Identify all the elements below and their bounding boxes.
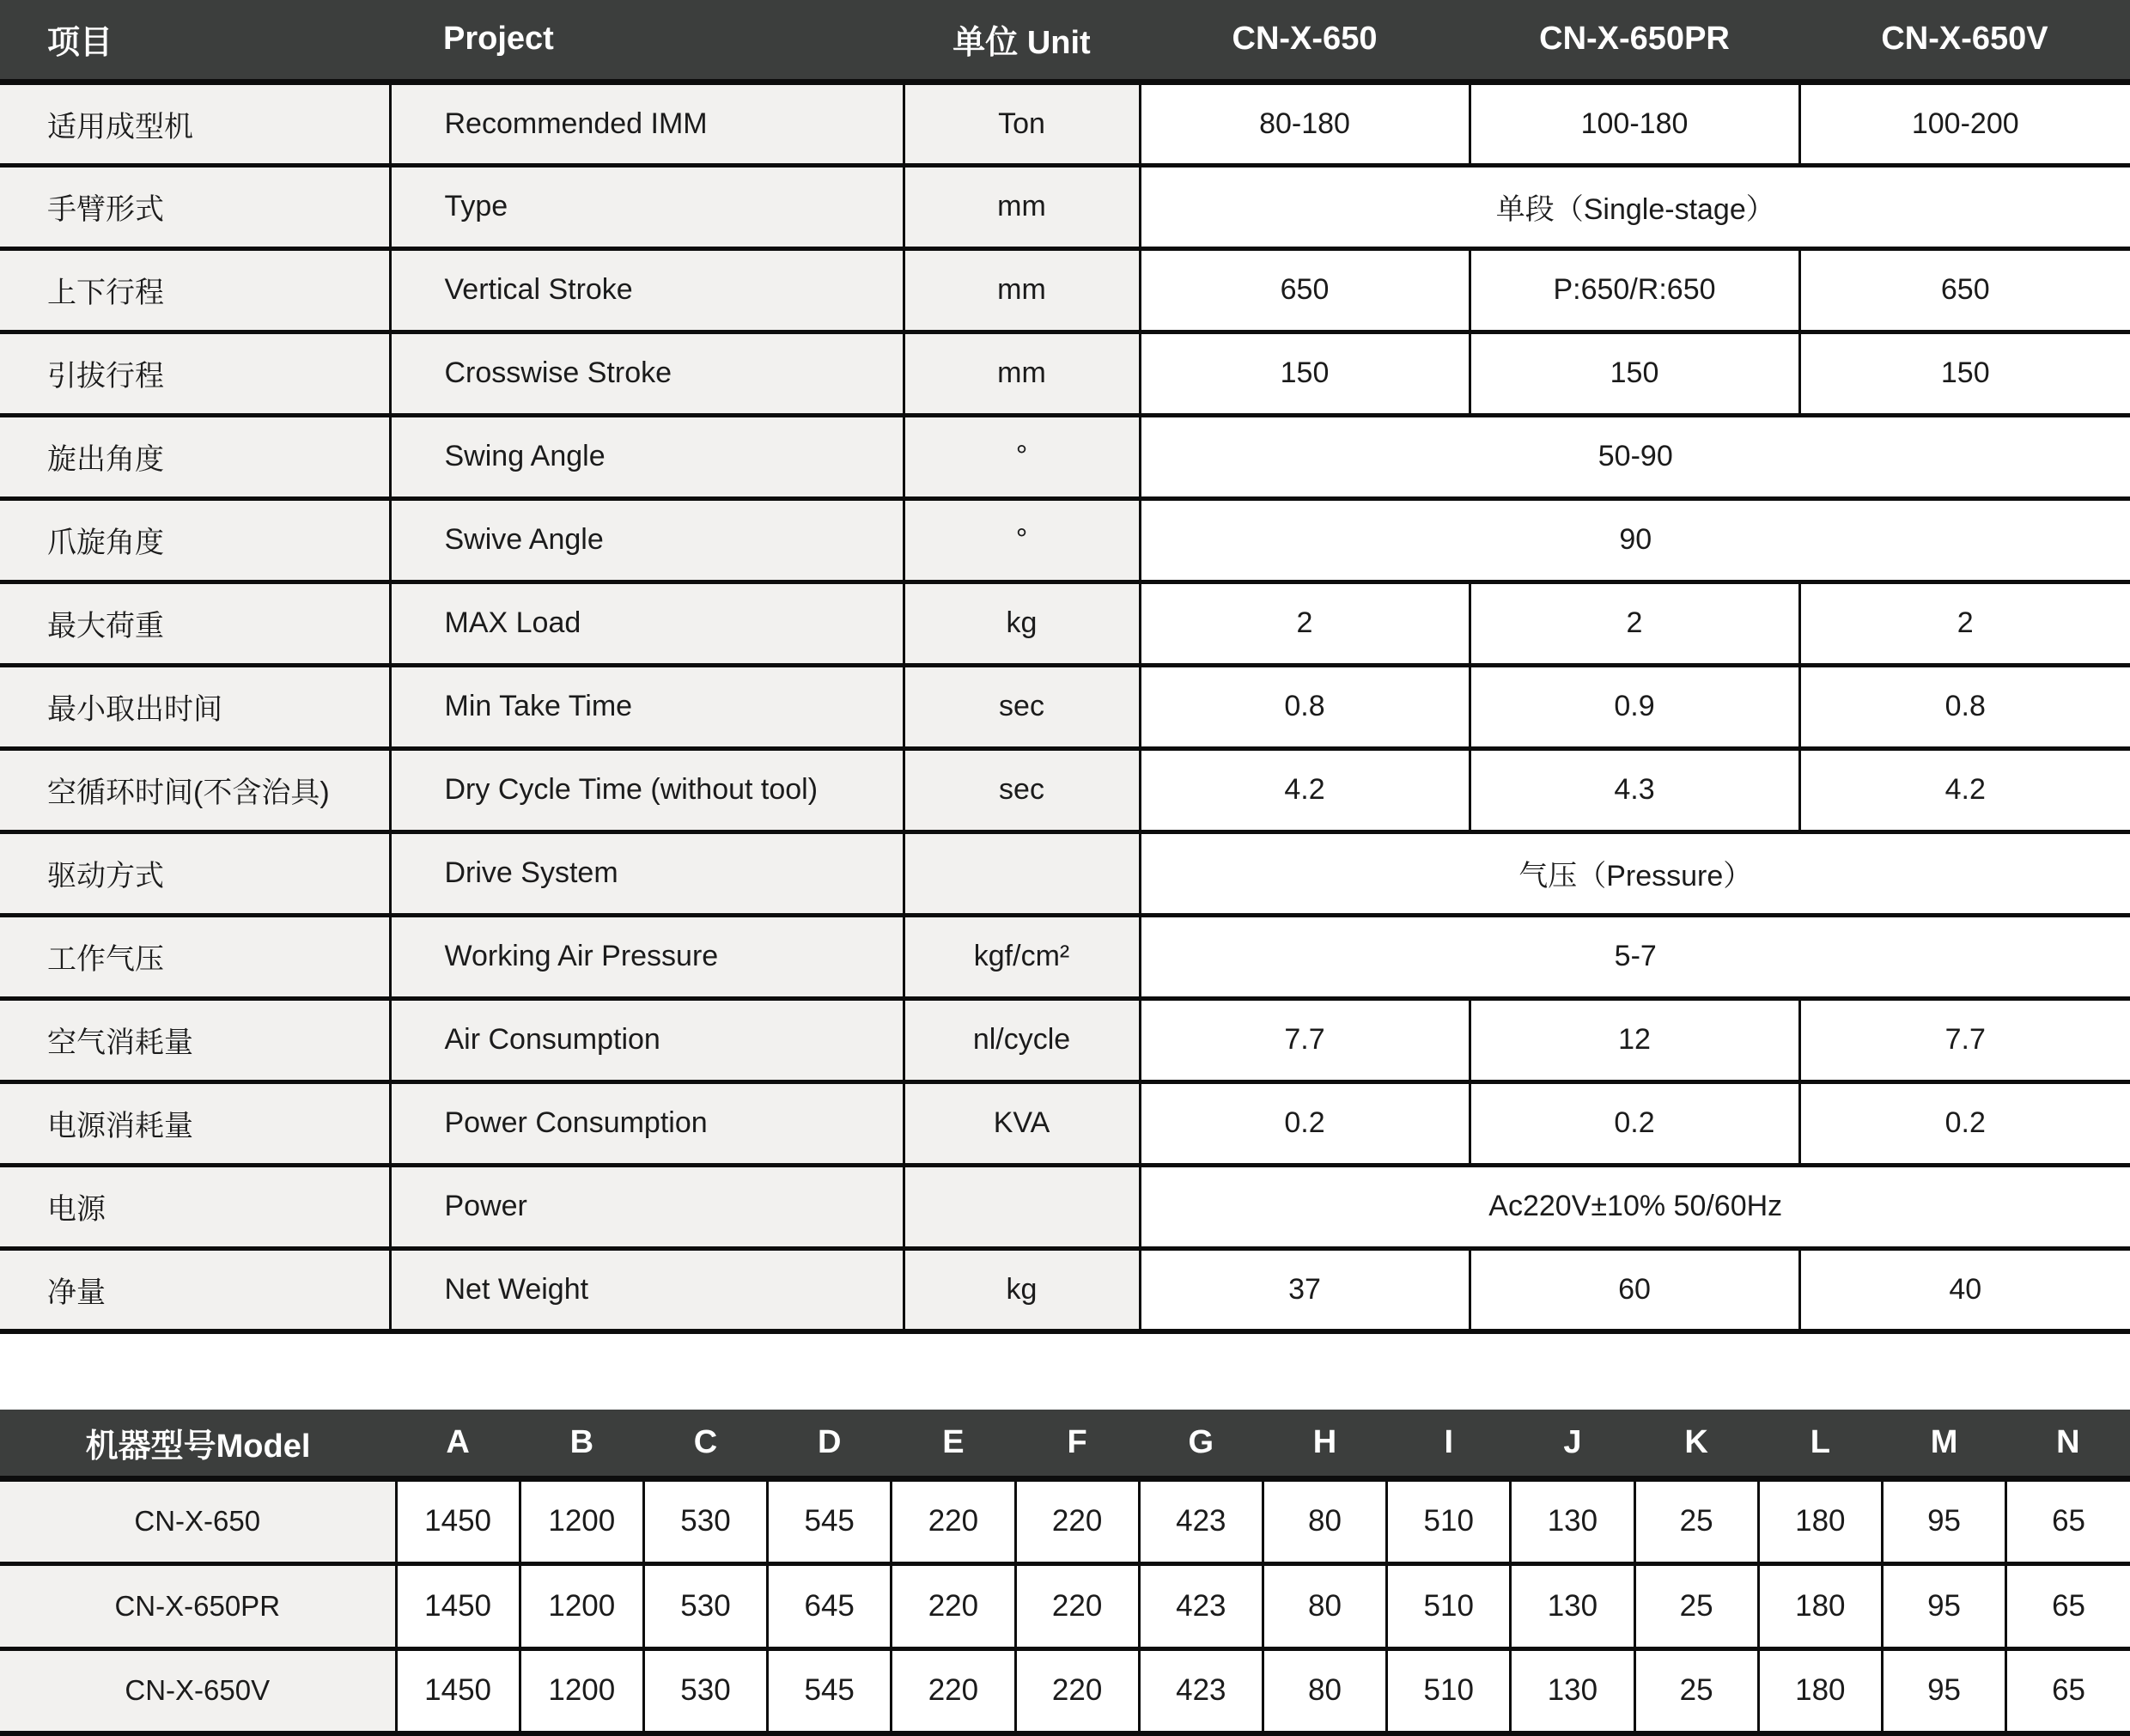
dim-header-letter-h: H	[1263, 1410, 1386, 1478]
dim-value: 220	[1015, 1478, 1139, 1563]
spec-cn-label: 最小取出时间	[0, 665, 390, 748]
dim-header-letter-l: L	[1758, 1410, 1882, 1478]
spec-cn-label: 电源	[0, 1165, 390, 1248]
dim-value: 530	[643, 1563, 767, 1648]
spec-header-row	[0, 0, 2130, 82]
dim-value: 220	[892, 1648, 1015, 1733]
spec-row-dry-cycle-time	[0, 748, 2130, 831]
dim-value: 510	[1387, 1648, 1511, 1733]
spec-row-swing-angle	[0, 415, 2130, 498]
spec-header-cn: 项目	[0, 0, 390, 82]
spec-value: 4.3	[1470, 748, 1799, 831]
spec-value: 0.8	[1140, 665, 1470, 748]
dim-value: 1200	[520, 1648, 643, 1733]
spec-row-min-take-time	[0, 665, 2130, 748]
spec-value: 150	[1799, 332, 2130, 415]
spec-value: 150	[1140, 332, 1470, 415]
dim-value: 80	[1263, 1648, 1386, 1733]
spec-cn-label: 净量	[0, 1248, 390, 1331]
dim-value: 530	[643, 1648, 767, 1733]
dim-value: 1450	[396, 1563, 520, 1648]
spec-value: 2	[1140, 582, 1470, 665]
dim-header-letter-d: D	[768, 1410, 892, 1478]
dim-value: 25	[1634, 1478, 1758, 1563]
spec-value: 150	[1470, 332, 1799, 415]
dim-header-model: 机器型号Model	[0, 1410, 396, 1478]
dim-value: 80	[1263, 1478, 1386, 1563]
spec-header-unit: 单位 Unit	[904, 0, 1140, 82]
dim-value: 80	[1263, 1563, 1386, 1648]
spec-merged-value: 单段（Single-stage）	[1140, 165, 2130, 248]
dim-value: 423	[1139, 1563, 1263, 1648]
spec-en-label: Power	[390, 1165, 904, 1248]
spec-en-label: Recommended IMM	[390, 82, 904, 165]
dim-header-row	[0, 1410, 2130, 1478]
spec-value: 37	[1140, 1248, 1470, 1331]
dim-header-letter-c: C	[643, 1410, 767, 1478]
spec-value: 650	[1799, 248, 2130, 332]
dim-value: 1450	[396, 1478, 520, 1563]
spec-en-label: Min Take Time	[390, 665, 904, 748]
dim-value: 25	[1634, 1563, 1758, 1648]
spec-value: 650	[1140, 248, 1470, 332]
dim-value: 180	[1758, 1478, 1882, 1563]
dim-value: 65	[2006, 1563, 2130, 1648]
dim-value: 1450	[396, 1648, 520, 1733]
spec-row-air-consumption	[0, 998, 2130, 1081]
spec-value: 2	[1470, 582, 1799, 665]
dim-value: 180	[1758, 1648, 1882, 1733]
spec-value: 0.8	[1799, 665, 2130, 748]
spec-unit: sec	[904, 748, 1140, 831]
dim-value: 645	[768, 1563, 892, 1648]
dim-row-cn-x-650pr	[0, 1563, 2130, 1648]
dim-value: 130	[1511, 1648, 1634, 1733]
spec-en-label: Crosswise Stroke	[390, 332, 904, 415]
spec-merged-value: Ac220V±10% 50/60Hz	[1140, 1165, 2130, 1248]
spec-value: 100-200	[1799, 82, 2130, 165]
dim-value: 65	[2006, 1478, 2130, 1563]
spec-row-recommended-imm	[0, 82, 2130, 165]
spec-cn-label: 旋出角度	[0, 415, 390, 498]
spec-cn-label: 电源消耗量	[0, 1081, 390, 1165]
spec-value: 12	[1470, 998, 1799, 1081]
spec-value: 60	[1470, 1248, 1799, 1331]
spec-en-label: Net Weight	[390, 1248, 904, 1331]
spec-value: 4.2	[1140, 748, 1470, 831]
spec-value: 7.7	[1140, 998, 1470, 1081]
dim-header-letter-j: J	[1511, 1410, 1634, 1478]
spec-value: 80-180	[1140, 82, 1470, 165]
spec-cn-label: 空循环时间(不含治具)	[0, 748, 390, 831]
dim-header-letter-f: F	[1015, 1410, 1139, 1478]
spec-en-label: Dry Cycle Time (without tool)	[390, 748, 904, 831]
spec-value: 0.2	[1799, 1081, 2130, 1165]
dim-value: 180	[1758, 1563, 1882, 1648]
spec-unit	[904, 1165, 1140, 1248]
dim-value: 1200	[520, 1563, 643, 1648]
dim-value: 130	[1511, 1478, 1634, 1563]
dim-value: 423	[1139, 1478, 1263, 1563]
dim-value: 545	[768, 1648, 892, 1733]
spec-unit: kgf/cm²	[904, 915, 1140, 998]
dim-value: 65	[2006, 1648, 2130, 1733]
spec-cn-label: 上下行程	[0, 248, 390, 332]
dim-header-letter-e: E	[892, 1410, 1015, 1478]
dim-value: 95	[1882, 1563, 2005, 1648]
spec-cn-label: 手臂形式	[0, 165, 390, 248]
spec-en-label: Vertical Stroke	[390, 248, 904, 332]
spec-cn-label: 驱动方式	[0, 831, 390, 915]
spec-value: 4.2	[1799, 748, 2130, 831]
spec-unit: KVA	[904, 1081, 1140, 1165]
dim-value: 220	[892, 1563, 1015, 1648]
dim-header-letter-m: M	[1882, 1410, 2005, 1478]
spec-unit: kg	[904, 1248, 1140, 1331]
dim-model: CN-X-650PR	[0, 1563, 396, 1648]
spec-merged-value: 50-90	[1140, 415, 2130, 498]
spec-unit	[904, 831, 1140, 915]
dim-value: 130	[1511, 1563, 1634, 1648]
spec-row-vertical-stroke	[0, 248, 2130, 332]
dim-header-letter-b: B	[520, 1410, 643, 1478]
dim-value: 220	[1015, 1563, 1139, 1648]
spec-value: 0.2	[1140, 1081, 1470, 1165]
spec-en-label: Swing Angle	[390, 415, 904, 498]
dim-value: 510	[1387, 1478, 1511, 1563]
dim-value: 25	[1634, 1648, 1758, 1733]
dim-row-cn-x-650v	[0, 1648, 2130, 1733]
spec-row-working-air-pressure	[0, 915, 2130, 998]
dimension-table	[0, 1410, 2130, 1736]
dim-value: 95	[1882, 1648, 2005, 1733]
spec-cn-label: 工作气压	[0, 915, 390, 998]
spec-merged-value: 5-7	[1140, 915, 2130, 998]
spec-value: 0.2	[1470, 1081, 1799, 1165]
dim-value: 95	[1882, 1478, 2005, 1563]
spec-header-model-3: CN-X-650V	[1799, 0, 2130, 82]
spec-en-label: Working Air Pressure	[390, 915, 904, 998]
spec-value: 40	[1799, 1248, 2130, 1331]
spec-cn-label: 引拔行程	[0, 332, 390, 415]
dim-row-cn-x-650	[0, 1478, 2130, 1563]
spec-unit: Ton	[904, 82, 1140, 165]
dim-header-letter-n: N	[2006, 1410, 2130, 1478]
spec-value: 100-180	[1470, 82, 1799, 165]
dim-header-letter-i: I	[1387, 1410, 1511, 1478]
spec-unit: mm	[904, 332, 1140, 415]
dim-value: 220	[892, 1478, 1015, 1563]
spec-unit: mm	[904, 248, 1140, 332]
dim-value: 530	[643, 1478, 767, 1563]
spec-unit: kg	[904, 582, 1140, 665]
dim-header-letter-a: A	[396, 1410, 520, 1478]
dim-value: 510	[1387, 1563, 1511, 1648]
spec-cn-label: 适用成型机	[0, 82, 390, 165]
spec-header-model-2: CN-X-650PR	[1470, 0, 1799, 82]
spec-row-type	[0, 165, 2130, 248]
spec-row-power-consumption	[0, 1081, 2130, 1165]
spec-unit: nl/cycle	[904, 998, 1140, 1081]
spec-unit: °	[904, 415, 1140, 498]
spec-merged-value: 90	[1140, 498, 2130, 582]
spec-row-drive-system	[0, 831, 2130, 915]
dim-value: 545	[768, 1478, 892, 1563]
spec-row-max-load	[0, 582, 2130, 665]
spec-unit: °	[904, 498, 1140, 582]
dim-value: 423	[1139, 1648, 1263, 1733]
spec-unit: sec	[904, 665, 1140, 748]
dim-value: 220	[1015, 1648, 1139, 1733]
spec-value: P:650/R:650	[1470, 248, 1799, 332]
spec-cn-label: 爪旋角度	[0, 498, 390, 582]
spec-value: 0.9	[1470, 665, 1799, 748]
spec-row-power	[0, 1165, 2130, 1248]
spec-merged-value: 气压（Pressure）	[1140, 831, 2130, 915]
spec-cn-label: 空气消耗量	[0, 998, 390, 1081]
spec-en-label: Power Consumption	[390, 1081, 904, 1165]
spec-header-project: Project	[390, 0, 904, 82]
spec-row-swive-angle	[0, 498, 2130, 582]
spec-value: 2	[1799, 582, 2130, 665]
dim-header-letter-g: G	[1139, 1410, 1263, 1478]
dim-value: 1200	[520, 1478, 643, 1563]
dim-model: CN-X-650V	[0, 1648, 396, 1733]
spec-value: 7.7	[1799, 998, 2130, 1081]
dim-header-letter-k: K	[1634, 1410, 1758, 1478]
spec-en-label: MAX Load	[390, 582, 904, 665]
spec-row-net-weight	[0, 1248, 2130, 1331]
spec-en-label: Drive System	[390, 831, 904, 915]
spec-unit: mm	[904, 165, 1140, 248]
dim-model: CN-X-650	[0, 1478, 396, 1563]
spec-header-model-1: CN-X-650	[1140, 0, 1470, 82]
spec-row-crosswise-stroke	[0, 332, 2130, 415]
spec-en-label: Type	[390, 165, 904, 248]
spec-en-label: Air Consumption	[390, 998, 904, 1081]
spec-cn-label: 最大荷重	[0, 582, 390, 665]
spec-en-label: Swive Angle	[390, 498, 904, 582]
